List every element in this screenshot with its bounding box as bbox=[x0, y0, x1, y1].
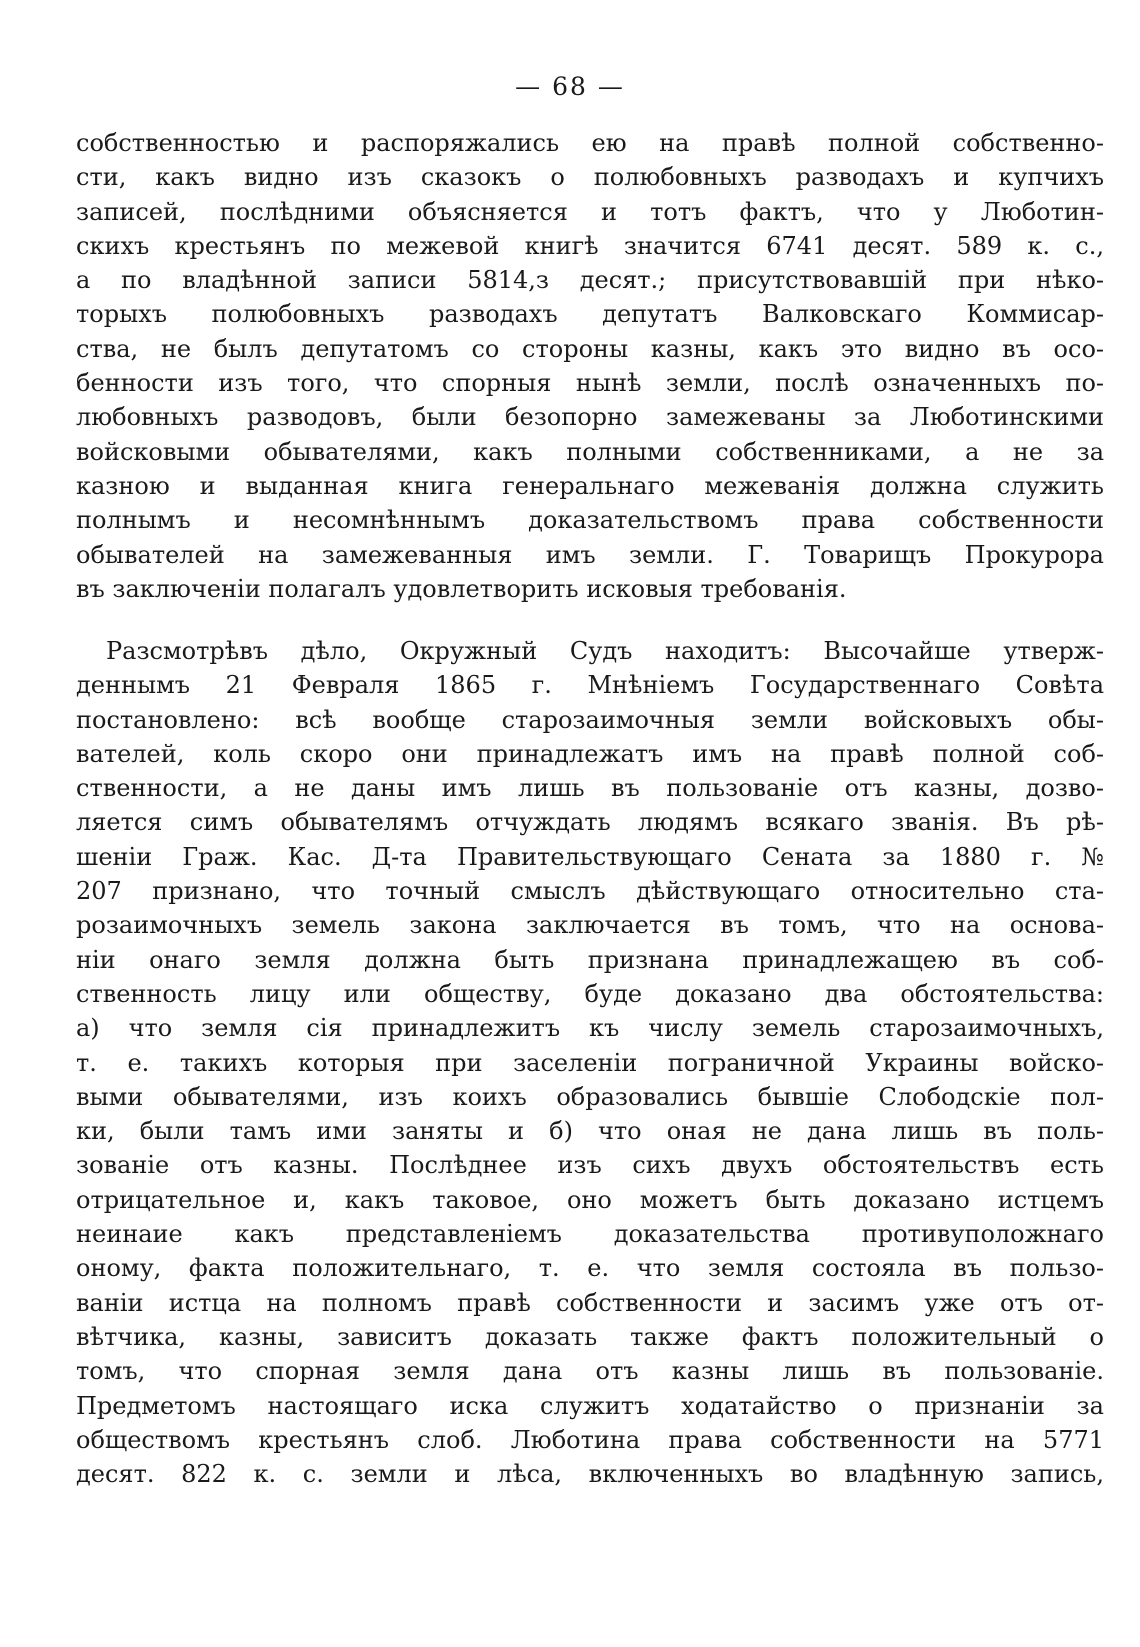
text-line: Разсмотрѣвъ дѣло, Окружный Судъ находитъ: Высочайше утверж- bbox=[106, 637, 1104, 665]
text-line: обществомъ крестьянъ слоб. Люботина права собственности на 5771 bbox=[76, 1425, 1104, 1454]
text-line: войсковыми обывателями, какъ полными собственниками, а не за bbox=[76, 437, 1104, 466]
text-line: казною и выданная книга генеральнаго межеванія должна служить bbox=[76, 471, 1104, 500]
text-line: собственностью и распоряжались ею на правѣ полной собственно- bbox=[76, 129, 1104, 157]
text-line: записей, послѣдними объясняется и тотъ фактъ, что у Люботин- bbox=[76, 197, 1104, 226]
text-line: деннымъ 21 Февраля 1865 г. Мнѣніемъ Государственнаго Совѣта bbox=[76, 671, 1104, 700]
text-line: зованіе отъ казны. Послѣднее изъ сихъ двухъ обстоятельствъ есть bbox=[76, 1151, 1104, 1180]
text-line: постановлено: всѣ вообще старозаимочныя земли войсковыхъ обы- bbox=[76, 705, 1104, 734]
text-line: шеніи Граж. Кас. Д-та Правительствующаго Сената за 1880 г. № bbox=[76, 842, 1104, 871]
text-line: Предметомъ настоящаго иска служитъ ходатайство о признаніи за bbox=[76, 1391, 1104, 1420]
text-line: вателей, коль скоро они принадлежатъ имъ на правѣ полной соб- bbox=[76, 739, 1104, 768]
text-line: сти, какъ видно изъ сказокъ о полюбовныхъ разводахъ и купчихъ bbox=[76, 163, 1104, 192]
text-line: розаимочныхъ земель закона заключается въ томъ, что на основа- bbox=[76, 911, 1104, 940]
text-line: скихъ крестьянъ по межевой книгѣ значится 6741 десят. 589 к. с., bbox=[76, 231, 1104, 260]
text-line: ственности, а не даны имъ лишь въ пользованіе отъ казны, дозво- bbox=[76, 774, 1104, 803]
page-number: — 68 — bbox=[515, 72, 625, 101]
text-line: любовныхъ разводовъ, были безопорно замежеваны за Люботинскими bbox=[76, 403, 1104, 432]
text-line: ки, были тамъ ими заняты и б) что оная не дана лишь въ поль- bbox=[76, 1117, 1104, 1146]
text-line: полнымъ и несомнѣннымъ доказательствомъ права собственности bbox=[76, 506, 1104, 535]
text-line: выми обывателями, изъ коихъ образовались бывшіе Слободскіе пол- bbox=[76, 1082, 1104, 1111]
text-line: бенности изъ того, что спорныя нынѣ земли, послѣ означенныхъ по- bbox=[76, 369, 1104, 398]
text-line: въ заключеніи полагалъ удовлетворить исковыя требованія. bbox=[76, 574, 847, 603]
text-line: ляется симъ обывателямъ отчуждать людямъ всякаго званія. Въ рѣ- bbox=[76, 808, 1104, 837]
text-line: а по владѣнной записи 5814,з десят.; присутствовавшій при нѣко- bbox=[76, 266, 1104, 295]
text-line: оному, факта положительнаго, т. е. что земля состояла въ пользо- bbox=[76, 1254, 1104, 1283]
text-line: т. е. такихъ которыя при заселеніи пограничной Украины войско- bbox=[76, 1048, 1104, 1077]
text-line: ства, не былъ депутатомъ со стороны казны, какъ это видно въ осо- bbox=[76, 334, 1104, 363]
text-line: ваніи истца на полномъ правѣ собственности и засимъ уже отъ от- bbox=[76, 1288, 1104, 1317]
text-line: отрицательное и, какъ таковое, оно можетъ быть доказано истцемъ bbox=[76, 1185, 1104, 1214]
paragraph-1 bbox=[76, 126, 1104, 606]
text-line: торыхъ полюбовныхъ разводахъ депутатъ Валковскаго Коммисар- bbox=[76, 300, 1104, 329]
text-line: ственность лицу или обществу, буде доказано два обстоятельства: bbox=[76, 979, 1104, 1008]
text-line: обывателей на замежеванныя имъ земли. Г. Товарищъ Прокурора bbox=[76, 540, 1104, 569]
text-line: вѣтчика, казны, зависитъ доказать также фактъ положительный о bbox=[76, 1322, 1104, 1351]
text-line: а) что земля сія принадлежитъ къ числу земель старозаимочныхъ, bbox=[76, 1014, 1104, 1043]
text-line: десят. 822 к. с. земли и лѣса, включенныхъ во владѣнную запись, bbox=[76, 1460, 1104, 1489]
text-line: томъ, что спорная земля дана отъ казны лишь въ пользованіе. bbox=[76, 1357, 1104, 1386]
text-line: 207 признано, что точный смыслъ дѣйствующаго относительно ста- bbox=[76, 877, 1104, 906]
text-line: неинаие какъ представленіемъ доказательства противуположнаго bbox=[76, 1220, 1104, 1249]
text-line: ніи онаго земля должна быть признана принадлежащею въ соб- bbox=[76, 945, 1104, 974]
paragraph-2 bbox=[76, 634, 1104, 1491]
